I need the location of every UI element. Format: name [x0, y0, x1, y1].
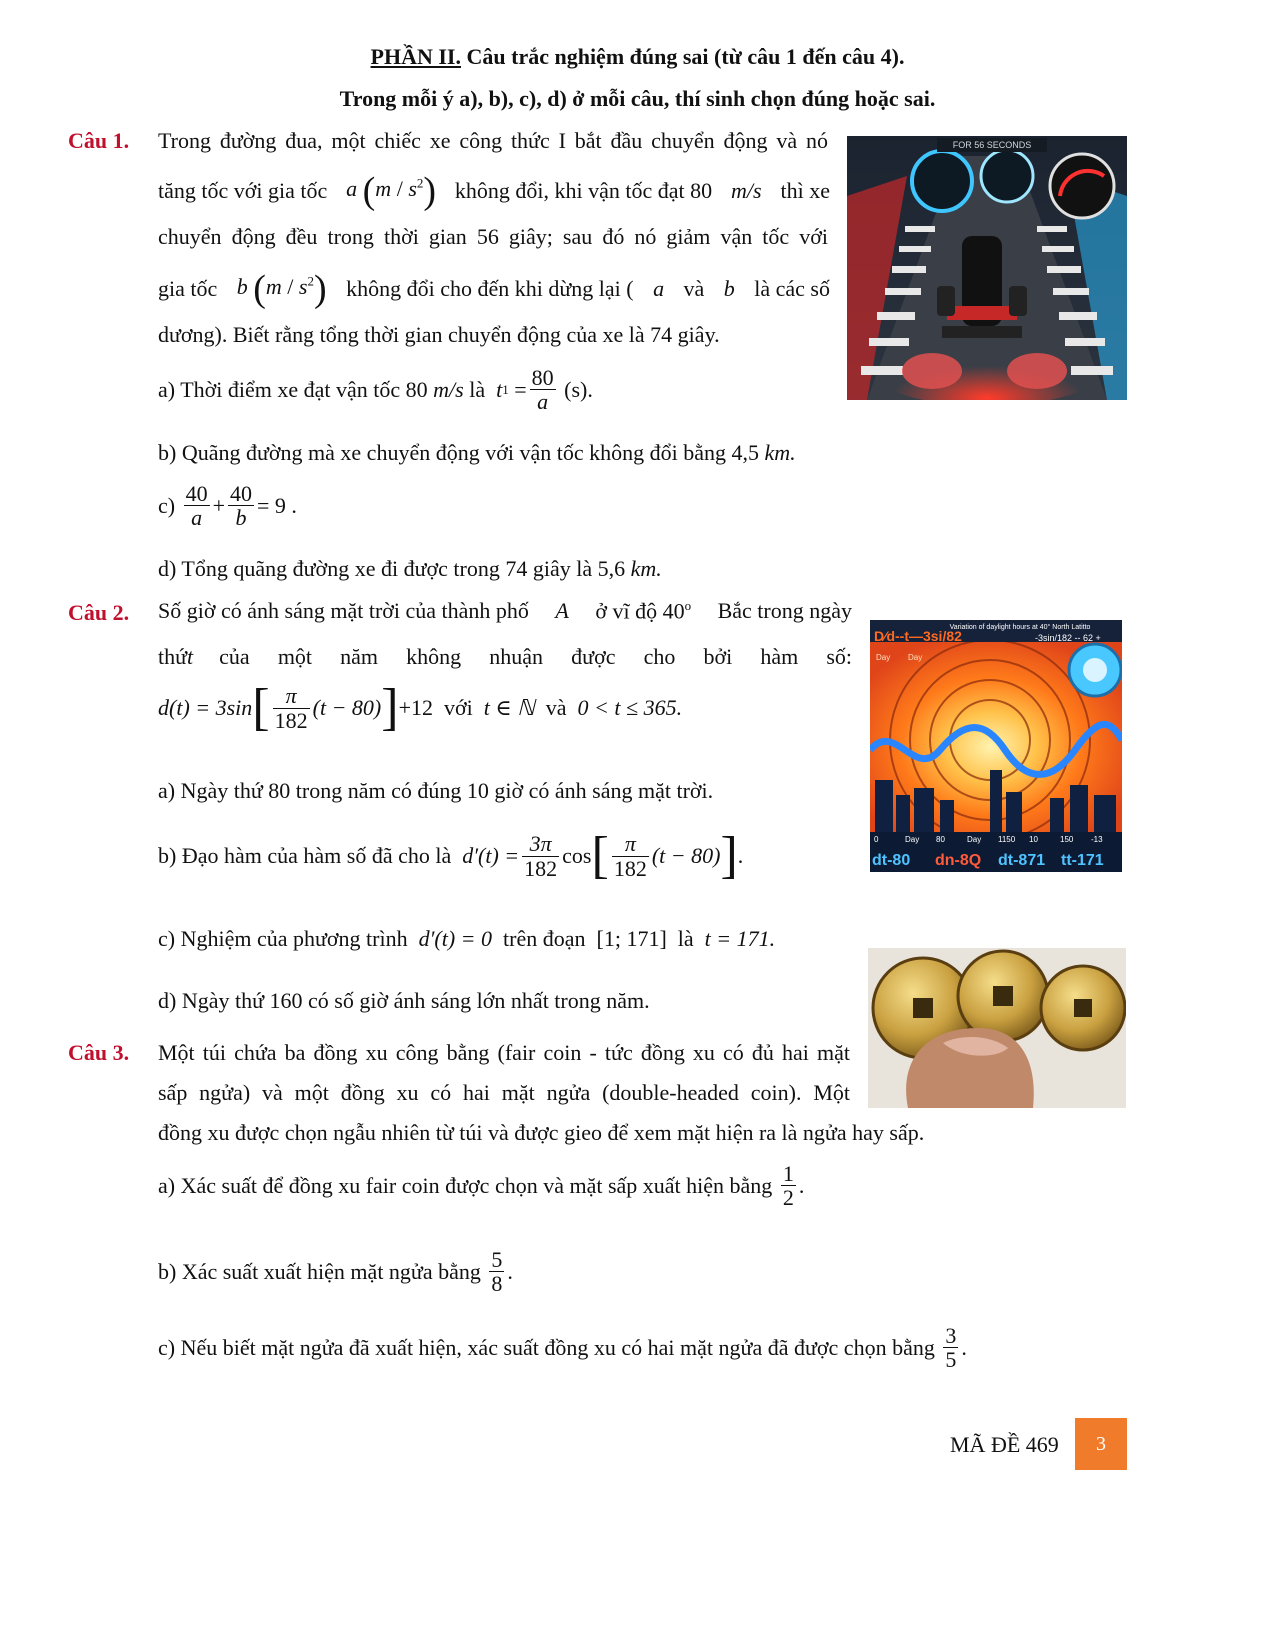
q2-option-c	[158, 926, 775, 952]
q2-formula-den: 182	[274, 707, 308, 733]
q1-line4-c: và	[683, 276, 705, 301]
race-banner-text: FOR 56 SECONDS	[952, 140, 1032, 150]
q2-b-lhs: d′(t) =	[462, 843, 520, 868]
q1-line2-unit: m/s	[731, 178, 762, 203]
q1-d-text: d) Tổng quãng đường xe đi được trong 74 giây là 5,6	[158, 556, 626, 581]
q2-b-frac	[522, 832, 559, 879]
q1-var-b: b	[723, 276, 735, 301]
q1-b-text: b) Quãng đường mà xe chuyển động với vận tốc không đổi bằng 4,5	[158, 440, 759, 465]
daylight-illustration	[870, 620, 1122, 872]
daylight-caption: Variation of daylight hours at 40° North Latitto	[949, 624, 1091, 631]
q3-b-num: 5	[491, 1247, 503, 1272]
q2-b-inner-num: π	[624, 831, 636, 857]
daylight-formula: D⁄d--t—3si/82	[874, 628, 962, 644]
q1-line3: chuyển động đều trong thời gian 56 giây; sau đó nó giảm vận tốc với	[158, 224, 828, 249]
q2-option-b: b) Đạo hàm của hàm số đã cho là d′(t) = $\frac{3\pi}{182}$ cos [ $\frac{\pi}{182}$ (t − 80) ] .	[158, 827, 744, 884]
q3-line3: đồng xu được chọn ngẫu nhiên từ túi và được gieo để xem mặt hiện ra là ngửa hay sấp.	[158, 1120, 925, 1145]
q3-a-den: 2	[782, 1185, 794, 1211]
q2-formula-voi: với	[444, 695, 473, 720]
part-title: Câu trắc nghiệm đúng sai (từ câu 1 đến câu 4).	[466, 44, 905, 69]
q3-option-c: c) Nếu biết mặt ngửa đã xuất hiện, xác suất đồng xu có hai mặt ngửa đã được chọn bằng $\frac{3}{5}$ .	[158, 1323, 967, 1373]
q1-label: Câu 1.	[68, 128, 130, 153]
page-number: 3	[1075, 1418, 1127, 1470]
part-label: PHẦN II.	[370, 44, 461, 69]
q2-b-text: b) Đạo hàm của hàm số đã cho là	[158, 843, 452, 868]
q3-b-frac	[489, 1248, 504, 1295]
q3-c-frac	[943, 1324, 958, 1371]
q2-c-interval: [1; 171]	[596, 926, 667, 951]
q1-c-num1: 40	[185, 481, 208, 506]
exam-code: MÃ ĐỀ 469	[950, 1432, 1059, 1457]
q2-c-la: là	[677, 926, 694, 951]
q1-option-c: c) $\frac{40}{a}$ + $\frac{40}{b}$ = 9 .	[158, 481, 297, 531]
coins-illustration	[868, 948, 1126, 1108]
q3-line1: Một túi chứa ba đồng xu công bằng (fair coin - tức đồng xu có đủ hai mặt	[158, 1040, 850, 1065]
q3-option-a: a) Xác suất để đồng xu fair coin được chọn và mặt sấp xuất hiện bằng $\frac{1}{2}$ .	[158, 1161, 805, 1211]
q2-c-sol: t = 171.	[704, 926, 776, 951]
q2-line1-c: Bắc trong ngày	[717, 598, 852, 624]
q3-b-den: 8	[491, 1271, 503, 1297]
q1-a-text: a) Thời điểm xe đạt vận tốc 80	[158, 376, 428, 402]
q1-line4-a: gia tốc	[158, 276, 218, 301]
daylight-tick-label: 1150	[998, 835, 1016, 844]
q2-t-var: t	[187, 644, 194, 669]
q1-line4-b: không đổi cho đến khi dừng lại (	[346, 276, 634, 301]
q1-line2-c: thì xe	[780, 178, 830, 203]
daylight-day-right: Day	[908, 653, 923, 662]
q3-b-text: b) Xác suất xuất hiện mặt ngửa bằng	[158, 1258, 481, 1284]
q2-line2	[158, 644, 852, 670]
q1-a-fraction: $\frac{80}{a}$	[531, 365, 554, 415]
q1-line1: Trong đường đua, một chiếc xe công thức I bắt đầu chuyển động và nó	[158, 128, 828, 153]
q3-a-text: a) Xác suất để đồng xu fair coin được chọn và mặt sấp xuất hiện bằng	[158, 1172, 773, 1198]
daylight-tick-label: 150	[1060, 835, 1074, 844]
q1-line2-a: tăng tốc với gia tốc	[158, 178, 328, 203]
q1-a-num: 80	[531, 365, 554, 390]
q1-a-la: là	[469, 376, 486, 402]
daylight-tick-label: 10	[1029, 835, 1038, 844]
q1-accel-b: b $(m / s^2)$	[236, 268, 327, 310]
race-car-illustration	[847, 136, 1127, 400]
q2-option-a: a) Ngày thứ 80 trong năm có đúng 10 giờ có ánh sáng mặt trời.	[158, 778, 714, 803]
q2-formula-inner: (t − 80)	[312, 695, 382, 720]
q2-b-num: 3π	[529, 831, 552, 857]
q1-c-rhs: = 9 .	[257, 492, 297, 518]
q2-b-den: 182	[524, 855, 558, 881]
q1-option-d	[158, 556, 662, 582]
q1-var-a: a	[653, 276, 665, 301]
race-car-image	[847, 136, 1127, 400]
q2-latitude: ở vĩ độ 40$^o$	[595, 598, 692, 624]
q3-c-num: 3	[945, 1323, 957, 1348]
q3-a-num: 1	[782, 1161, 794, 1186]
q2-formula-cond: t ∈ ℕ	[483, 695, 535, 720]
q1-option-b	[158, 440, 796, 466]
daylight-tick-label: Day	[905, 835, 920, 844]
q2-formula-frac	[273, 684, 310, 731]
daylight-bottom-label: dn-8Q	[935, 852, 982, 869]
q3-a-frac	[781, 1162, 796, 1209]
q1-c-num2: 40	[230, 481, 253, 506]
daylight-tick-label: 80	[936, 835, 945, 844]
q1-c-frac2: $\frac{40}{b}$	[230, 481, 253, 531]
q1-b-unit: km.	[764, 440, 796, 465]
q3-option-b: b) Xác suất xuất hiện mặt ngửa bằng $\frac{5}{8}$ .	[158, 1247, 513, 1297]
q1-c-frac1: $\frac{40}{a}$	[185, 481, 208, 531]
q1-line2	[158, 172, 830, 210]
daylight-tick-label: -13	[1091, 835, 1103, 844]
coins-image	[868, 948, 1126, 1108]
q1-d-unit: km.	[630, 556, 662, 581]
q2-formula-va: và	[545, 695, 567, 720]
q1-line2-b: không đổi, khi vận tốc đạt 80	[454, 178, 713, 203]
daylight-bottom-label: dt-871	[998, 852, 1046, 869]
q3-label: Câu 3.	[68, 1040, 130, 1065]
q2-line2-a: thứ	[158, 644, 188, 669]
instruction: Trong mỗi ý a), b), c), d) ở mỗi câu, thí sinh chọn đúng hoặc sai.	[339, 86, 936, 111]
q1-a-s: (s).	[564, 376, 593, 402]
q2-label: Câu 2.	[68, 600, 130, 625]
q1-line4	[158, 270, 830, 308]
q1-line4-d: là các số	[754, 276, 830, 301]
q1-a-unit: m/s	[433, 376, 464, 402]
q2-b-inner: (t − 80)	[651, 843, 721, 868]
q2-b-inner-den: 182	[613, 855, 647, 881]
daylight-tick-label: 0	[874, 835, 879, 844]
q2-city-var: A	[555, 598, 569, 624]
daylight-day-left: Day	[876, 653, 891, 662]
daylight-bottom-label: dt-80	[872, 852, 911, 869]
daylight-formula2: -3sin/182 -- 62 +	[1035, 633, 1101, 643]
q2-formula-range: 0 < t ≤ 365.	[577, 695, 683, 720]
part-heading	[0, 44, 1275, 70]
q1-line5: dương). Biết rằng tổng thời gian chuyển động của xe là 74 giây.	[158, 322, 720, 347]
q3-line2: sấp ngửa) và một đồng xu có hai mặt ngửa (double-headed coin). Một	[158, 1080, 850, 1105]
q2-b-inner-frac	[612, 832, 649, 879]
q2-formula: d(t) = 3sin [ $\frac{\pi}{182}$ (t − 80) ] +12 với t ∈ ℕ và 0 < t ≤ 365.	[158, 679, 683, 736]
q3-c-den: 5	[945, 1347, 957, 1373]
q2-line1-a: Số giờ có ánh sáng mặt trời của thành phố	[158, 598, 529, 624]
q2-line2-b: của một năm không nhuận được cho bởi hàm số:	[219, 644, 852, 669]
q2-c-text: c) Nghiệm của phương trình	[158, 926, 408, 951]
q3-c-text: c) Nếu biết mặt ngửa đã xuất hiện, xác suất đồng xu có hai mặt ngửa đã được chọn bằng	[158, 1334, 935, 1360]
q2-formula-num: π	[285, 683, 297, 709]
q1-c-label: c)	[158, 492, 176, 518]
q2-line1-b: ở vĩ độ 40	[595, 598, 685, 624]
daylight-image	[870, 620, 1122, 872]
q1-option-a: a) Thời điểm xe đạt vận tốc 80 m/s là t 1 = $\frac{80}{a}$ (s).	[158, 365, 593, 415]
q2-c-tren: trên đoạn	[503, 926, 586, 951]
daylight-bottom-label: tt-171	[1061, 852, 1104, 869]
q2-b-cos: cos	[562, 843, 592, 868]
daylight-tick-label: Day	[967, 835, 982, 844]
q2-option-d: d) Ngày thứ 160 có số giờ ánh sáng lớn nhất trong năm.	[158, 988, 650, 1013]
q1-accel-a: a $(m / s^2)$	[346, 170, 437, 212]
q2-formula-lhs: d(t) = 3sin	[158, 695, 253, 720]
q2-c-eq: d′(t) = 0	[418, 926, 493, 951]
q2-line1	[158, 598, 852, 624]
q2-formula-rest: +12	[398, 695, 433, 720]
